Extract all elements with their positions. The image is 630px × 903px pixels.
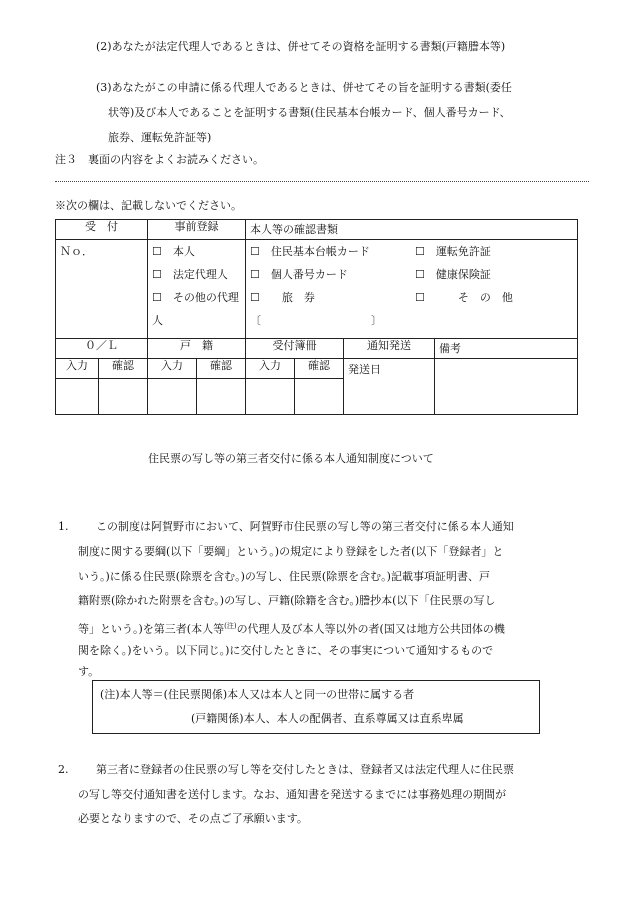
paragraph-1-line-3: いう。)に係る住民票(除票を含む。)の写し、住民票(除票を含む。)記載事項証明書、戸 [78,570,490,583]
header-ol: ０／Ｌ [56,339,148,359]
checkbox-health-insurance[interactable]: ☐ 健康保険証 [415,268,491,281]
receipt-number-label: Ｎｏ． [60,245,93,258]
item-3-line-3: 旅券、運転免許証等) [108,131,212,144]
header-receipt: 受 付 [56,220,148,240]
header-remarks: 備考 [435,339,578,359]
header-register-book: 受付簿冊 [246,339,344,359]
sent-date-label: 発送日 [348,363,381,376]
receipt-number-cell[interactable] [56,240,148,339]
sub-input-3: 入力 [246,359,295,379]
office-use-table [55,219,578,415]
input-box-3[interactable] [246,379,295,415]
item-3-line-2: 状等)及び本人であることを証明する書類(住民基本台帳カード、個人番号カード、 [108,106,511,119]
paragraph-1-line-4: 籍附票(除かれた附票を含む。)の写し、戸籍(除籍を含む。)謄抄本(以下「住民票の写し [78,594,496,607]
paragraph-1-number: 1. [58,520,69,533]
header-koseki: 戸 籍 [148,339,246,359]
paragraph-2-line-2: の写し等交付通知書を送付します。なお、通知書を発送するまでには事務処理の期間が [78,788,507,801]
other-agent-continuation: 人 [152,314,163,327]
confirm-box-2[interactable] [197,379,246,415]
note-line-2: (戸籍関係)本人、本人の配偶者、直系尊属又は直系卑属 [191,712,464,725]
note-3: 注３ 裏面の内容をよくお読みください。 [55,153,264,166]
sub-input-1: 入力 [56,359,99,379]
note-marker: (注) [224,622,237,630]
dotted-divider [55,181,589,182]
sub-confirm-1: 確認 [99,359,148,379]
remarks-cell[interactable] [435,359,578,415]
checkbox-resident-card[interactable]: ☐ 住民基本台帳カード [250,245,370,258]
header-notification: 通知発送 [344,339,435,359]
checkbox-passport[interactable]: ☐ 旅 券 [250,291,315,304]
header-id-documents: 本人等の確認書類 [246,220,578,240]
id-documents-cell [246,240,578,339]
paragraph-1-line-1: この制度は阿賀野市において、阿賀野市住民票の写し等の第三者交付に係る本人通知 [96,520,514,533]
checkbox-my-number-card[interactable]: ☐ 個人番号カード [250,268,348,281]
pre-registration-cell [148,240,246,339]
input-box-2[interactable] [148,379,197,415]
sub-confirm-2: 確認 [197,359,246,379]
sent-date-cell[interactable] [344,359,435,415]
note-line-1: (注)本人等＝(住民票関係)本人又は本人と同一の世帯に属する者 [100,688,415,701]
checkbox-other-document[interactable]: ☐ そ の 他 [415,291,513,304]
sub-input-2: 入力 [148,359,197,379]
paragraph-1-line-5: 等」という。)を第三者(本人等$^{(注)}$の代理人及び本人等以外の者(国又は地方公共団体の機 [78,622,505,636]
paragraph-1-line-2: 制度に関する要綱(以下「要綱」という。)の規定により登録をした者(以下「登録者」と [78,545,504,558]
checkbox-other-agent[interactable]: ☐ その他の代理 [152,291,239,304]
paragraph-2-number: 2. [58,763,69,776]
sub-confirm-3: 確認 [295,359,344,379]
other-document-bracket[interactable]: 〔 〕 [250,314,382,327]
paragraph-1-line-7: す。 [78,665,100,678]
checkbox-drivers-license[interactable]: ☐ 運転免許証 [415,245,491,258]
confirm-box-1[interactable] [99,379,148,415]
office-use-heading: ※次の欄は、記載しないでください。 [55,199,242,212]
paragraph-2-line-1: 第三者に登録者の住民票の写し等を交付したときは、登録者又は法定代理人に住民票 [96,763,514,776]
item-2-text: (2)あなたが法定代理人であるときは、併せてその資格を証明する書類(戸籍謄本等) [96,40,506,53]
confirm-box-3[interactable] [295,379,344,415]
item-3-line-1: (3)あなたがこの申請に係る代理人であるときは、併せてその旨を証明する書類(委任 [96,81,512,94]
definition-note-box [92,680,540,734]
checkbox-principal[interactable]: ☐ 本人 [152,245,195,258]
header-pre-registration: 事前登録 [148,220,246,240]
input-box-1[interactable] [56,379,99,415]
system-title: 住民票の写し等の第三者交付に係る本人通知制度について [148,452,434,465]
paragraph-1-line-6: 関を除く。)をいう。以下同じ。)に交付したときに、その事実について通知するもので [78,644,494,657]
paragraph-2-line-3: 必要となりますので、その点ご了承願います。 [78,812,308,825]
checkbox-legal-representative[interactable]: ☐ 法定代理人 [152,268,228,281]
